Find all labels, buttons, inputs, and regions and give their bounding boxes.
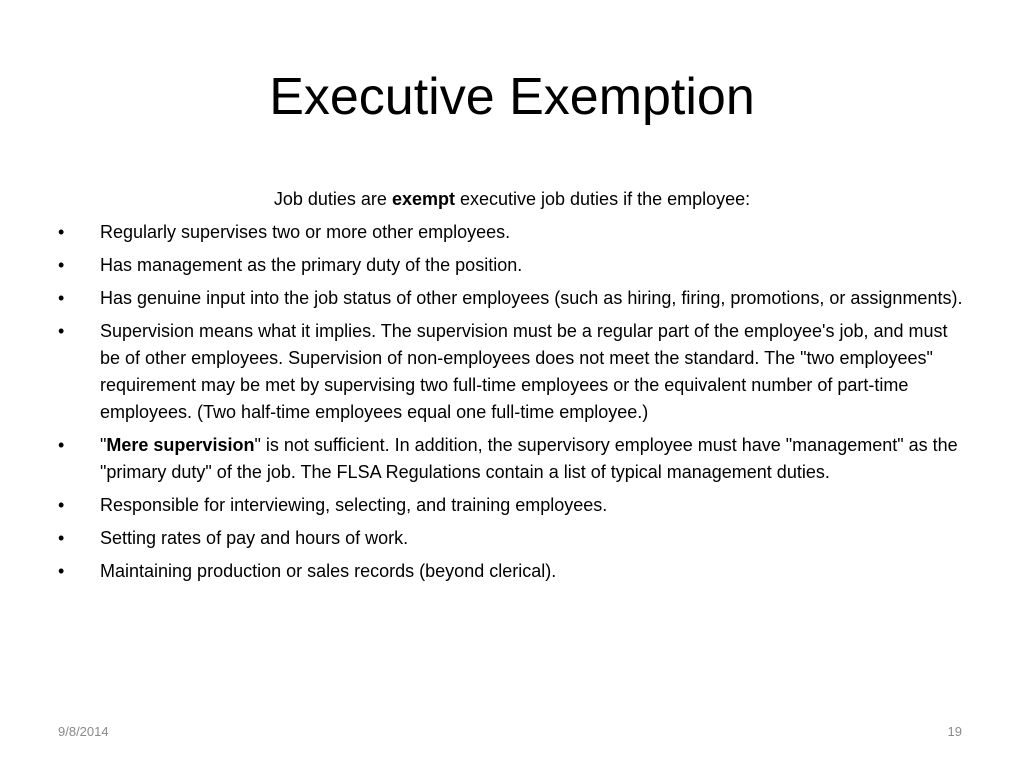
bullet-dot: • <box>58 321 65 341</box>
bullet-dot: • <box>58 495 65 515</box>
intro-text-before: Job duties are <box>273 189 392 209</box>
bullet-item <box>58 252 970 279</box>
bullet-text: Regularly supervises two or more other employees. <box>100 222 511 242</box>
bullet-text <box>100 435 958 482</box>
bullet-item <box>58 492 970 519</box>
bullet-list <box>58 219 970 591</box>
bullet-text-before: " <box>100 435 107 455</box>
slide-title: Executive Exemption <box>269 68 755 126</box>
bullet-item <box>58 525 970 552</box>
bullet-item <box>58 558 970 585</box>
bullet-text: Has genuine input into the job status of other employees (such as hiring, firing, promotions, or assignments). <box>100 288 963 308</box>
bullet-item <box>58 219 970 246</box>
bullet-dot: • <box>58 561 65 581</box>
bullet-text-bold: Mere supervision <box>106 435 255 455</box>
bullet-item <box>58 432 970 486</box>
slide-number: 19 <box>947 724 962 739</box>
intro-text-bold: exempt <box>391 189 455 209</box>
bullet-dot: • <box>58 435 65 455</box>
footer-date: 9/8/2014 <box>58 724 109 739</box>
bullet-text: Has management as the primary duty of the position. <box>100 255 523 275</box>
bullet-text: Responsible for interviewing, selecting, and training employees. <box>100 495 608 515</box>
intro-text <box>0 186 1024 212</box>
intro-text-after: executive job duties if the employee: <box>454 189 751 209</box>
bullet-text: Setting rates of pay and hours of work. <box>100 528 409 548</box>
bullet-dot: • <box>58 528 65 548</box>
bullet-item <box>58 318 970 426</box>
bullet-dot: • <box>58 255 65 275</box>
bullet-text: Supervision means what it implies. The supervision must be a regular part of the employee's job, and must be of other employees. Supervision of non-employees does not meet the standard. The "two employees" requirement may be met by supervising two full-time employees or the equivalent number of part-time employees. (Two half-time employees equal one full-time employee.) <box>100 321 948 422</box>
bullet-text: Maintaining production or sales records (beyond clerical). <box>100 561 557 581</box>
bullet-dot: • <box>58 288 65 308</box>
bullet-dot: • <box>58 222 65 242</box>
bullet-item <box>58 285 970 312</box>
bullet-text-after: " is not sufficient. In addition, the supervisory employee must have "management" as the "primary duty" of the job. The FLSA Regulations contain a list of typical management duties. <box>100 435 958 482</box>
